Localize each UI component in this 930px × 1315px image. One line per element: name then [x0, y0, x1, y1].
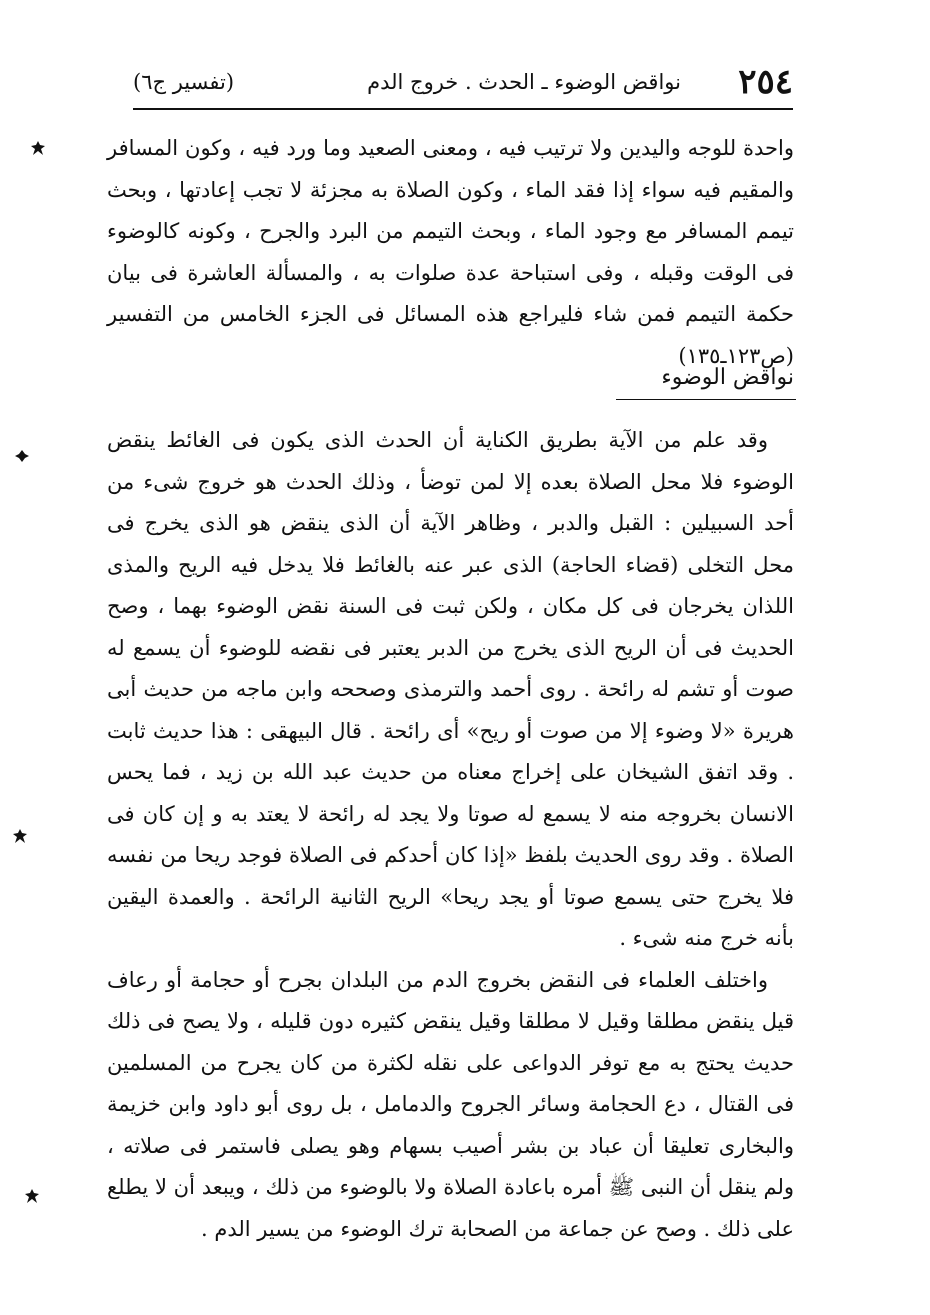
top-paragraph: واحدة للوجه واليدين ولا ترتيب فيه ، ومعنى الصعيد وما ورد فيه ، وكون المسافر والمقيم فيه سواء إذا فقد الماء ، وكون الصلاة به مجزئة لا تجب إعادتها ، وبحث تيمم المسافر مع وجود الماء ، وبحث التيمم من البرد والجرح ، وكونه كالوضوء فى الوقت وقبله ، وفى استباحة عدة صلوات به ، والمسألة العاشرة فى بيان حكمة التيمم فمن شاء فليراجع هذه المسائل فى الجزء الخامس من التفسير (ص١٢٣ـ١٣٥): [107, 136, 794, 368]
page-header: [133, 60, 793, 104]
running-title: نواقض الوضوء ـ الحدث . خروج الدم: [367, 70, 681, 94]
ink-blot-mark: [30, 140, 46, 156]
header-rule: [133, 108, 793, 110]
ink-blot-mark: [24, 1188, 40, 1204]
paragraph-blood: واختلف العلماء فى النقض بخروج الدم من البلدان بجرح أو حجامة أو رعاف قيل ينقض مطلقا وقيل لا مطلقا وقيل ينقض كثيره دون قليله ، ولا يصح فى ذلك حديث يحتج به مع توفر الدواعى على نقله لكثرة من كان يجرح من المسلمين فى القتال ، دع الحجامة وسائر الجروح والدمامل ، بل روى أبو داود وابن خزيمة والبخارى تعليقا أن عباد بن بشر أصيب بسهام وهو يصلى فاستمر فى صلاته ، ولم ينقل أن النبى ﷺ أمره باعادة الصلاة ولا بالوضوء من ذلك ، ويبعد أن لا يطلع على ذلك . وصح عن جماعة من الصحابة ترك الوضوء من يسير الدم .: [107, 967, 794, 1241]
section-title-rule: [616, 399, 796, 400]
paragraph-hadath: وقد علم من الآية بطريق الكناية أن الحدث الذى يكون فى الغائط ينقض الوضوء فلا محل الصلاة بعده إلا لمن توضأ ، وذلك الحدث هو خروج شىء من أحد السبيلين : القبل والدبر ، وظاهر الآية أن الذى ينقض هو الذى يخرج فى محل التخلى (قضاء الحاجة) الذى عبر عنه بالغائط فلا يدخل فيه الريح والمذى اللذان يخرجان فى كل مكان ، ولكن ثبت فى السنة نقض الوضوء بهما ، وصح الحديث فى أن الريح الذى يخرج من الدبر يعتبر فى نقضه للوضوء أن يسمع له صوت أو تشم له رائحة . روى أحمد والترمذى وصححه وابن ماجه من حديث أبى هريرة «لا وضوء إلا من صوت أو ريح» أى رائحة . قال البيهقى : هذا حديث ثابت . وقد اتفق الشيخان على إخراج معناه من حديث عبد الله بن زيد ، فما يحس الانسان بخروجه منه لا يسمع له صوتا ولا يجد له رائحة لا يعتد به و إن كان فى الصلاة . وقد روى الحديث بلفظ «إذا كان أحدكم فى الصلاة فوجد ريحا من نفسه فلا يخرج حتى يسمع صوتا أو يجد ريحا» الريح الثانية الرائحة . والعمدة اليقين بأنه خرج منه شىء .: [107, 428, 794, 950]
volume-label: (تفسير ج٦): [133, 70, 235, 94]
top-paragraph-block: [107, 128, 794, 377]
ink-blot-mark: [14, 448, 30, 464]
ink-blot-mark: [12, 828, 28, 844]
main-text-block: [107, 420, 794, 1250]
page-number: ٢٥٤: [738, 62, 793, 102]
section-title: نواقض الوضوء: [661, 365, 794, 390]
